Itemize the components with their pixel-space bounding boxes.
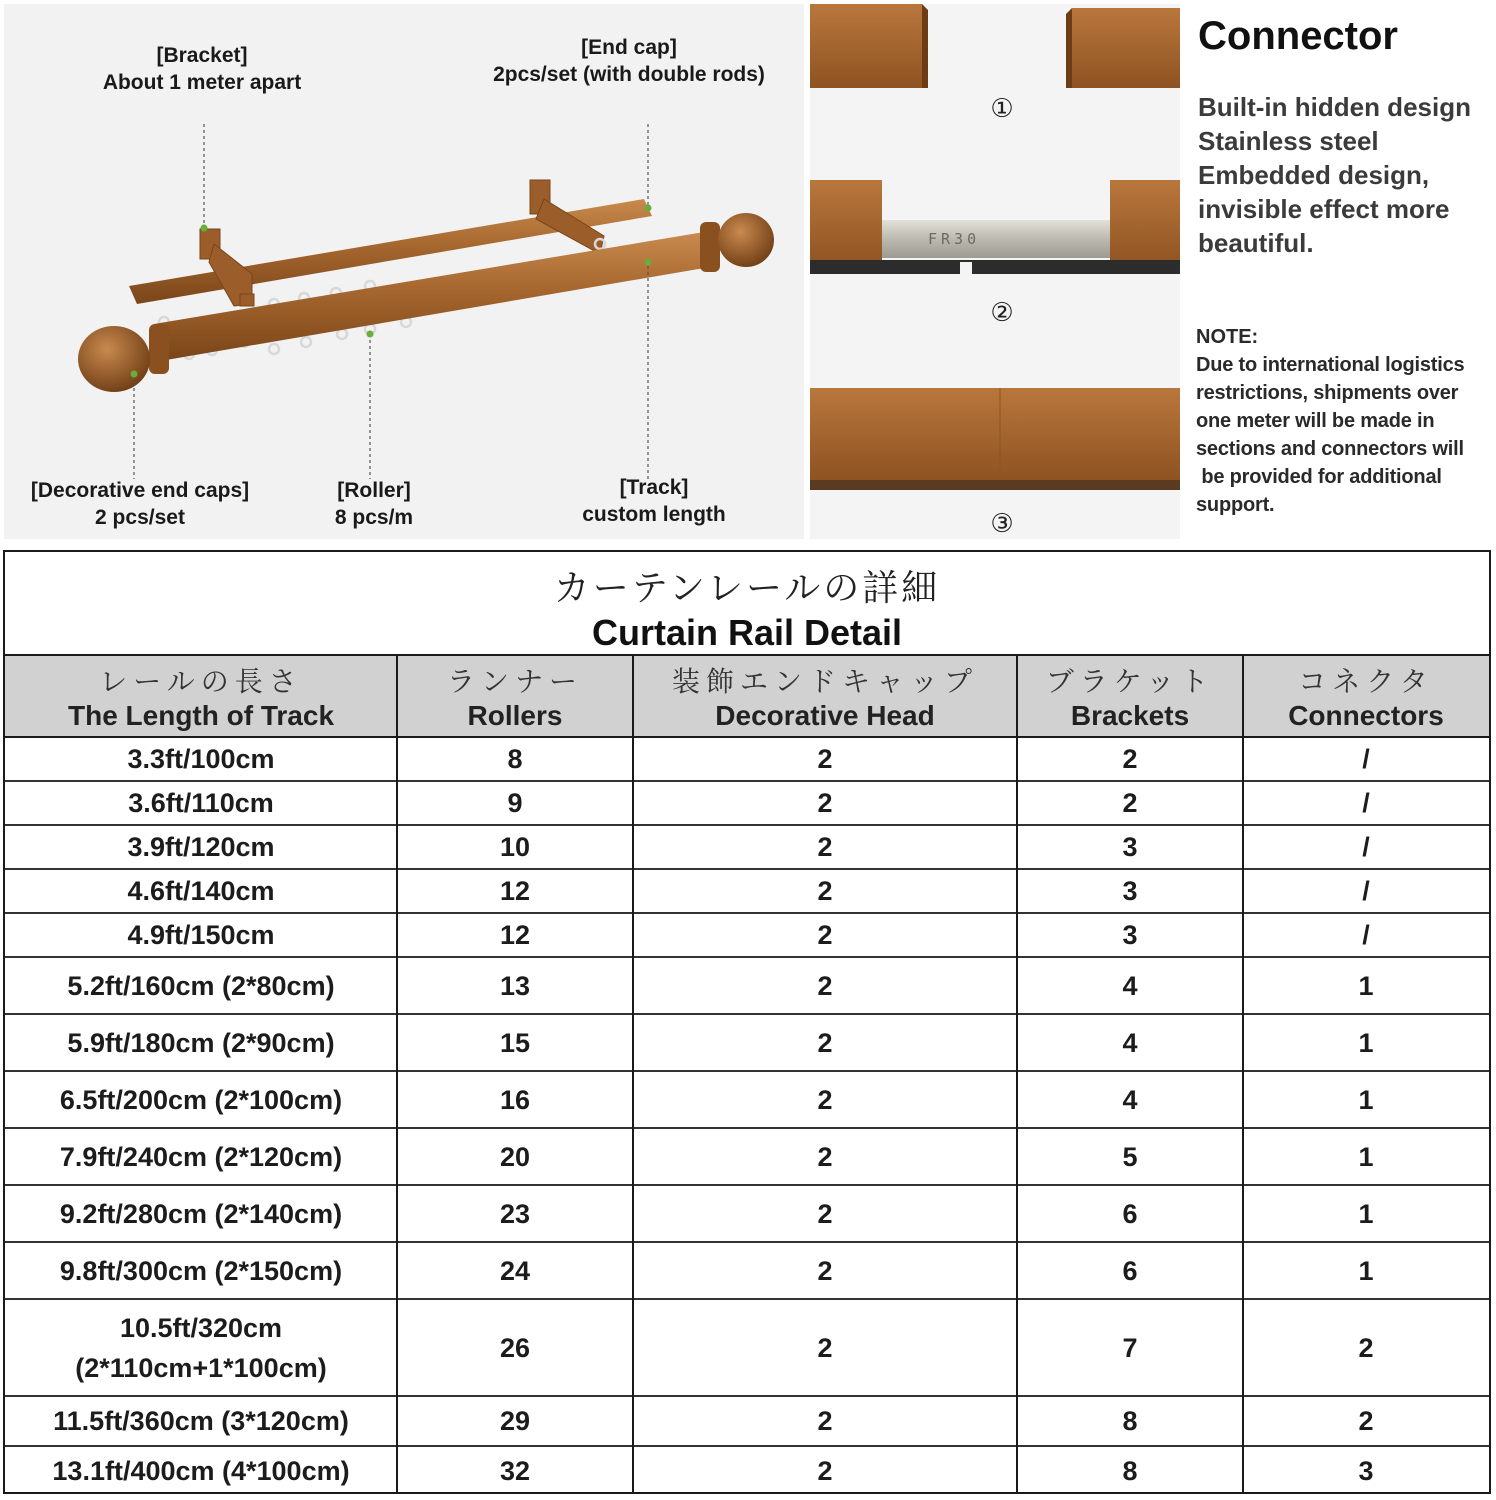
table-row: [5, 826, 1489, 870]
table-row: [5, 1397, 1489, 1447]
table-title-japanese: カーテンレールの詳細: [553, 568, 941, 609]
table-row: [5, 1186, 1489, 1243]
cell-length: [5, 1300, 397, 1395]
table-row: [5, 1300, 1489, 1397]
cell-rollers: 16: [499, 1084, 531, 1115]
cell-length: 6.5ft/200cm (2*100cm): [59, 1084, 343, 1115]
cell-rollers: 12: [499, 920, 531, 950]
cell-heads: 2: [817, 1084, 833, 1115]
cell-brackets: 5: [1122, 1141, 1138, 1172]
cell-brackets: 2: [1122, 744, 1138, 774]
column-divider: [632, 656, 634, 1492]
step-2-label: ②: [990, 298, 1014, 328]
column-divider: [396, 656, 398, 1492]
cell-rollers: 8: [507, 744, 523, 774]
cell-brackets: 6: [1122, 1198, 1138, 1229]
cell-connectors: 2: [1358, 1406, 1374, 1436]
table-title: [5, 552, 1489, 656]
cell-connectors: 2: [1358, 1332, 1374, 1363]
cell-connectors: 1: [1358, 970, 1374, 1001]
connector-info: [1196, 0, 1496, 540]
table-row: [5, 914, 1489, 958]
feature-line: Built-in hidden design: [1198, 92, 1471, 122]
roller-callout: [Roller] 8 pcs/m: [334, 479, 414, 529]
cell-connectors: /: [1362, 744, 1370, 774]
connector-title: Connector: [1198, 14, 1398, 58]
cell-heads: 2: [817, 1406, 833, 1436]
product-diagram-panel: [4, 4, 804, 539]
bracket-callout: [Bracket] About 1 meter apart: [102, 44, 302, 94]
cell-heads: 2: [817, 788, 833, 818]
cell-brackets: 8: [1122, 1406, 1138, 1436]
cell-connectors: /: [1362, 832, 1370, 862]
cell-connectors: 1: [1358, 1255, 1374, 1286]
cell-length: 13.1ft/400cm (4*100cm): [52, 1456, 350, 1486]
cell-brackets: 3: [1122, 876, 1138, 906]
note-line: support.: [1196, 494, 1275, 516]
cell-length-line1: 10.5ft/320cm: [119, 1312, 283, 1343]
decorative-head-left: [78, 324, 169, 392]
cell-brackets: 8: [1122, 1456, 1138, 1486]
header-decorative-head: 装飾エンドキャップ Decorative Head: [671, 665, 978, 731]
header-length: レールの長さ The Length of Track: [67, 665, 335, 731]
cell-connectors: /: [1362, 920, 1370, 950]
cell-length: 3.9ft/120cm: [127, 832, 275, 862]
cell-brackets: 7: [1122, 1332, 1138, 1363]
cell-connectors: /: [1362, 876, 1370, 906]
cell-length: 11.5ft/360cm (3*120cm): [53, 1406, 349, 1436]
note-line: be provided for additional: [1196, 466, 1442, 488]
cell-heads: 2: [817, 1332, 833, 1363]
cell-brackets: 4: [1122, 1084, 1138, 1115]
table-row: [5, 1243, 1489, 1300]
svg-text:FR30: FR30: [928, 230, 981, 248]
cell-length: 9.2ft/280cm (2*140cm): [59, 1198, 343, 1229]
cell-brackets: 2: [1122, 788, 1138, 818]
cell-length: 9.8ft/300cm (2*150cm): [59, 1255, 343, 1286]
table-row: [5, 1072, 1489, 1129]
step-1-label: ①: [990, 94, 1014, 124]
cell-length: 3.3ft/100cm: [127, 744, 275, 774]
step2-rails: [810, 180, 1180, 274]
step1-rails: [810, 4, 1180, 88]
cell-rollers: 26: [499, 1332, 531, 1363]
header-brackets: ブラケット Brackets: [1045, 665, 1215, 731]
cell-connectors: 1: [1358, 1198, 1374, 1229]
cell-heads: 2: [817, 1456, 833, 1486]
table-header-row: [5, 656, 1489, 738]
cell-brackets: 4: [1122, 970, 1138, 1001]
cell-heads: 2: [817, 876, 833, 906]
table-row: [5, 782, 1489, 826]
cell-rollers: 32: [499, 1456, 531, 1486]
cell-heads: 2: [817, 1198, 833, 1229]
cell-length: 3.6ft/110cm: [128, 788, 274, 818]
decorative-end-caps-callout: [Decorative end caps] 2 pcs/set: [30, 479, 250, 529]
cell-heads: 2: [817, 920, 833, 950]
column-divider: [1016, 656, 1018, 1492]
feature-line: beautiful.: [1198, 228, 1314, 258]
connector-steps-illustration: [810, 4, 1180, 539]
cell-rollers: 24: [499, 1255, 531, 1286]
cell-rollers: 29: [499, 1406, 531, 1436]
curtain-rail-detail-table: [3, 550, 1491, 1494]
note-line: restrictions, shipments over: [1196, 382, 1459, 404]
header-rollers: ランナー Rollers: [446, 665, 583, 731]
cell-rollers: 12: [499, 876, 531, 906]
decorative-head-right: [700, 213, 774, 272]
table-row: [5, 958, 1489, 1015]
feature-line: Embedded design,: [1198, 160, 1430, 190]
cell-connectors: /: [1362, 788, 1370, 818]
column-divider: [1242, 656, 1244, 1492]
cell-length: 5.2ft/160cm (2*80cm): [67, 970, 335, 1001]
cell-heads: 2: [817, 1255, 833, 1286]
table-row: [5, 1015, 1489, 1072]
cell-rollers: 9: [507, 788, 523, 818]
table-row: [5, 870, 1489, 914]
note-line: Due to international logistics: [1196, 354, 1465, 376]
step-3-label: ③: [990, 509, 1014, 539]
cell-connectors: 3: [1358, 1456, 1374, 1486]
feature-line: invisible effect more: [1198, 194, 1450, 224]
table-row: [5, 1129, 1489, 1186]
cell-length: 4.6ft/140cm: [127, 876, 275, 906]
steel-connector: [882, 220, 1110, 258]
cell-heads: 2: [817, 1027, 833, 1058]
cell-connectors: 1: [1358, 1084, 1374, 1115]
note-line: sections and connectors will: [1196, 438, 1464, 460]
table-row: [5, 1447, 1489, 1495]
cell-heads: 2: [817, 832, 833, 862]
step3-rails: [810, 388, 1180, 490]
table-row: [5, 738, 1489, 782]
cell-rollers: 15: [499, 1027, 531, 1058]
cell-length: 5.9ft/180cm (2*90cm): [67, 1027, 335, 1058]
connector-steps-photos: [810, 4, 1180, 539]
cell-rollers: 20: [499, 1141, 531, 1172]
cell-brackets: 6: [1122, 1255, 1138, 1286]
cell-length: 7.9ft/240cm (2*120cm): [59, 1141, 343, 1172]
header-connectors: コネクタ Connectors: [1288, 665, 1444, 731]
note-title: NOTE:: [1196, 326, 1259, 348]
cell-connectors: 1: [1358, 1027, 1374, 1058]
cell-brackets: 3: [1122, 832, 1138, 862]
cell-brackets: 3: [1122, 920, 1138, 950]
cell-connectors: 1: [1358, 1141, 1374, 1172]
note-line: one meter will be made in: [1196, 410, 1435, 432]
cell-length-line2: (2*110cm+1*100cm): [75, 1352, 327, 1383]
cell-rollers: 23: [499, 1198, 531, 1229]
table-title-english: Curtain Rail Detail: [591, 612, 903, 653]
track-callout: [Track] custom length: [582, 476, 726, 526]
cell-heads: 2: [817, 1141, 833, 1172]
cell-heads: 2: [817, 970, 833, 1001]
cell-rollers: 10: [499, 832, 531, 862]
cell-length: 4.9ft/150cm: [127, 920, 275, 950]
cell-heads: 2: [817, 744, 833, 774]
end-cap-callout: [End cap] 2pcs/set (with double rods): [493, 36, 765, 86]
feature-line: Stainless steel: [1198, 126, 1379, 156]
cell-brackets: 4: [1122, 1027, 1138, 1058]
cell-rollers: 13: [499, 970, 531, 1001]
